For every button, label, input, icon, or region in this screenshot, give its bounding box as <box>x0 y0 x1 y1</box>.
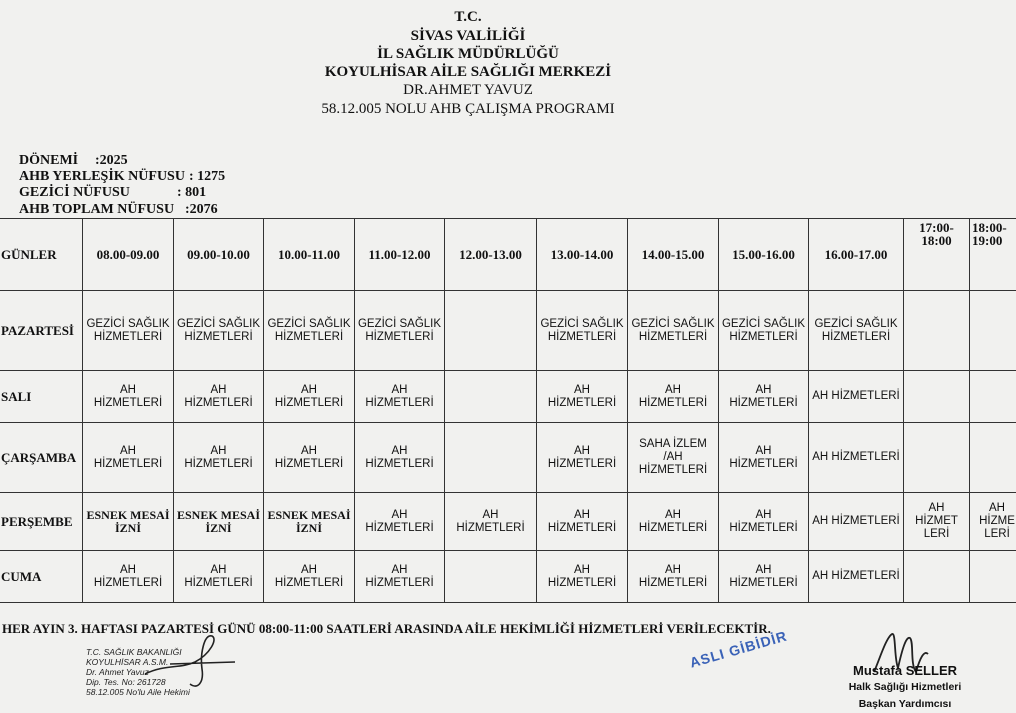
schedule-cell <box>970 371 1016 423</box>
schedule-cell: AH HİZMETLERİ <box>809 551 904 603</box>
schedule-cell: AH HİZMETLERİ <box>537 551 628 603</box>
schedule-cell: AH HİZMETLERİ <box>83 551 174 603</box>
schedule-cell: SAHA İZLEM /AH HİZMETLERİ <box>628 423 719 493</box>
time-header: 16.00-17.00 <box>809 219 904 291</box>
schedule-cell: AH HİZMETLERİ <box>628 371 719 423</box>
schedule-cell: AH HİZMETLERİ <box>809 423 904 493</box>
stamp-line: Dip. Tes. No: 261728 <box>86 677 216 687</box>
schedule-cell: AH HİZMETLERİ <box>537 493 628 551</box>
schedule-cell <box>445 291 537 371</box>
day-label: CUMA <box>0 551 83 603</box>
time-header: 15.00-16.00 <box>719 219 809 291</box>
schedule-cell: AH HİZMETLERİ <box>537 423 628 493</box>
schedule-cell <box>904 551 970 603</box>
schedule-cell <box>445 551 537 603</box>
day-label: ÇARŞAMBA <box>0 423 83 493</box>
official-name: Mustafa SELLER <box>820 662 990 679</box>
schedule-cell: AH HİZMETLERİ <box>719 371 809 423</box>
schedule-cell: AH HİZMETLERİ <box>83 371 174 423</box>
page-title: 58.12.005 NOLU AHB ÇALIŞMA PROGRAMI <box>0 100 936 118</box>
schedule-cell: AH HİZMETLERİ <box>174 423 264 493</box>
info-mobile-value: : 801 <box>177 185 206 200</box>
info-resident-value: : 1275 <box>189 169 225 184</box>
schedule-cell: AH HİZMETLERİ <box>809 493 904 551</box>
schedule-cell: GEZİCİ SAĞLIK HİZMETLERİ <box>628 291 719 371</box>
stamp-line: T.C. SAĞLIK BAKANLIĞI <box>86 647 216 657</box>
schedule-cell: GEZİCİ SAĞLIK HİZMETLERİ <box>264 291 355 371</box>
schedule-cell: ESNEK MESAİ İZNİ <box>264 493 355 551</box>
schedule-cell: AH HİZMETLERİ <box>355 493 445 551</box>
schedule-cell: GEZİCİ SAĞLIK HİZMETLERİ <box>174 291 264 371</box>
schedule-cell: AH HİZMETLERİ <box>264 371 355 423</box>
table-row <box>0 291 1016 371</box>
schedule-cell: AH HİZMETLERİ <box>809 371 904 423</box>
header-line-valilik: SİVAS VALİLİĞİ <box>0 27 936 45</box>
table-row <box>0 423 1016 493</box>
schedule-cell: AH HİZMETLERİ <box>719 493 809 551</box>
info-resident-label: AHB YERLEŞİK NÜFUSU <box>19 169 185 185</box>
schedule-cell <box>904 291 970 371</box>
schedule-cell <box>904 371 970 423</box>
schedule-cell: ESNEK MESAİ İZNİ <box>83 493 174 551</box>
schedule-cell: AH HİZMETLERİ <box>264 551 355 603</box>
official-role-2: Başkan Yardımcısı <box>820 696 990 713</box>
table-header-row <box>0 219 1016 291</box>
schedule-cell: AH HİZMETLERİ <box>83 423 174 493</box>
schedule-cell: GEZİCİ SAĞLIK HİZMETLERİ <box>355 291 445 371</box>
schedule-cell: AH HİZMETLERİ <box>628 493 719 551</box>
table-row <box>0 493 1016 551</box>
time-header: 09.00-10.00 <box>174 219 264 291</box>
schedule-cell: AH HİZMETLERİ <box>355 423 445 493</box>
schedule-cell <box>970 423 1016 493</box>
schedule-cell: AH HİZMETLERİ <box>355 551 445 603</box>
schedule-cell: AH HİZMETLERİ <box>628 551 719 603</box>
schedule-cell <box>445 423 537 493</box>
time-header: 08.00-09.00 <box>83 219 174 291</box>
schedule-cell: AH HİZMETLERİ <box>264 423 355 493</box>
schedule-cell <box>445 371 537 423</box>
doctor-signature <box>140 634 240 694</box>
official-role: Halk Sağlığı Hizmetleri <box>820 679 990 696</box>
time-header: 14.00-15.00 <box>628 219 719 291</box>
time-header: 12.00-13.00 <box>445 219 537 291</box>
header-line-doctor: DR.AHMET YAVUZ <box>0 81 936 99</box>
info-mobile-label: GEZİCİ NÜFUSU <box>19 185 177 201</box>
schedule-cell <box>970 291 1016 371</box>
schedule-table <box>0 218 1016 603</box>
schedule-cell: GEZİCİ SAĞLIK HİZMETLERİ <box>83 291 174 371</box>
header-days: GÜNLER <box>0 219 83 291</box>
time-header: 13.00-14.00 <box>537 219 628 291</box>
time-header: 17:00-18:00 <box>904 219 970 291</box>
schedule-cell <box>904 423 970 493</box>
schedule-cell <box>970 551 1016 603</box>
info-total-label: AHB TOPLAM NÜFUSU <box>19 202 185 218</box>
info-total-value: :2076 <box>185 202 218 217</box>
table-row <box>0 371 1016 423</box>
official-signature-block <box>820 662 990 713</box>
header-line-mudurluk: İL SAĞLIK MÜDÜRLÜĞÜ <box>0 45 936 63</box>
header-line-asm: KOYULHİSAR AİLE SAĞLIĞI MERKEZİ <box>0 63 936 81</box>
header-line-tc: T.C. <box>0 8 936 26</box>
schedule-cell: ESNEK MESAİ İZNİ <box>174 493 264 551</box>
schedule-cell: GEZİCİ SAĞLIK HİZMETLERİ <box>809 291 904 371</box>
time-header: 10.00-11.00 <box>264 219 355 291</box>
schedule-cell: AH HİZMETLERİ <box>174 551 264 603</box>
schedule-cell: AH HİZMETLERİ <box>445 493 537 551</box>
time-header: 18:00-19:00 <box>970 219 1016 291</box>
day-label: PAZARTESİ <box>0 291 83 371</box>
schedule-cell: AH HİZME LERİ <box>970 493 1016 551</box>
info-total-pop <box>12 186 218 218</box>
schedule-cell: AH HİZMET LERİ <box>904 493 970 551</box>
info-period-label: DÖNEMİ <box>19 153 95 169</box>
schedule-cell: GEZİCİ SAĞLIK HİZMETLERİ <box>719 291 809 371</box>
time-header: 11.00-12.00 <box>355 219 445 291</box>
info-period-value: :2025 <box>95 153 128 168</box>
schedule-cell: AH HİZMETLERİ <box>355 371 445 423</box>
schedule-cell: GEZİCİ SAĞLIK HİZMETLERİ <box>537 291 628 371</box>
schedule-cell: AH HİZMETLERİ <box>719 423 809 493</box>
stamp-line: KOYULHİSAR A.S.M. <box>86 657 216 667</box>
notice-text: HER AYIN 3. HAFTASI PAZARTESİ GÜNÜ 08:00-11:00 SAATLERİ ARASINDA AİLE HEKİMLİĞİ HİZMETLERİ VERİLECEKTİR. <box>0 621 1016 637</box>
stamp-line: Dr. Ahmet Yavuz <box>86 667 216 677</box>
day-label: SALI <box>0 371 83 423</box>
table-row <box>0 551 1016 603</box>
certified-copy-stamp: ASLI GİBİDİR <box>688 628 789 671</box>
schedule-cell: AH HİZMETLERİ <box>537 371 628 423</box>
schedule-cell: AH HİZMETLERİ <box>174 371 264 423</box>
stamp-line: 58.12.005 No'lu Aile Hekimi <box>86 687 216 697</box>
day-label: PERŞEMBE <box>0 493 83 551</box>
schedule-cell: AH HİZMETLERİ <box>719 551 809 603</box>
